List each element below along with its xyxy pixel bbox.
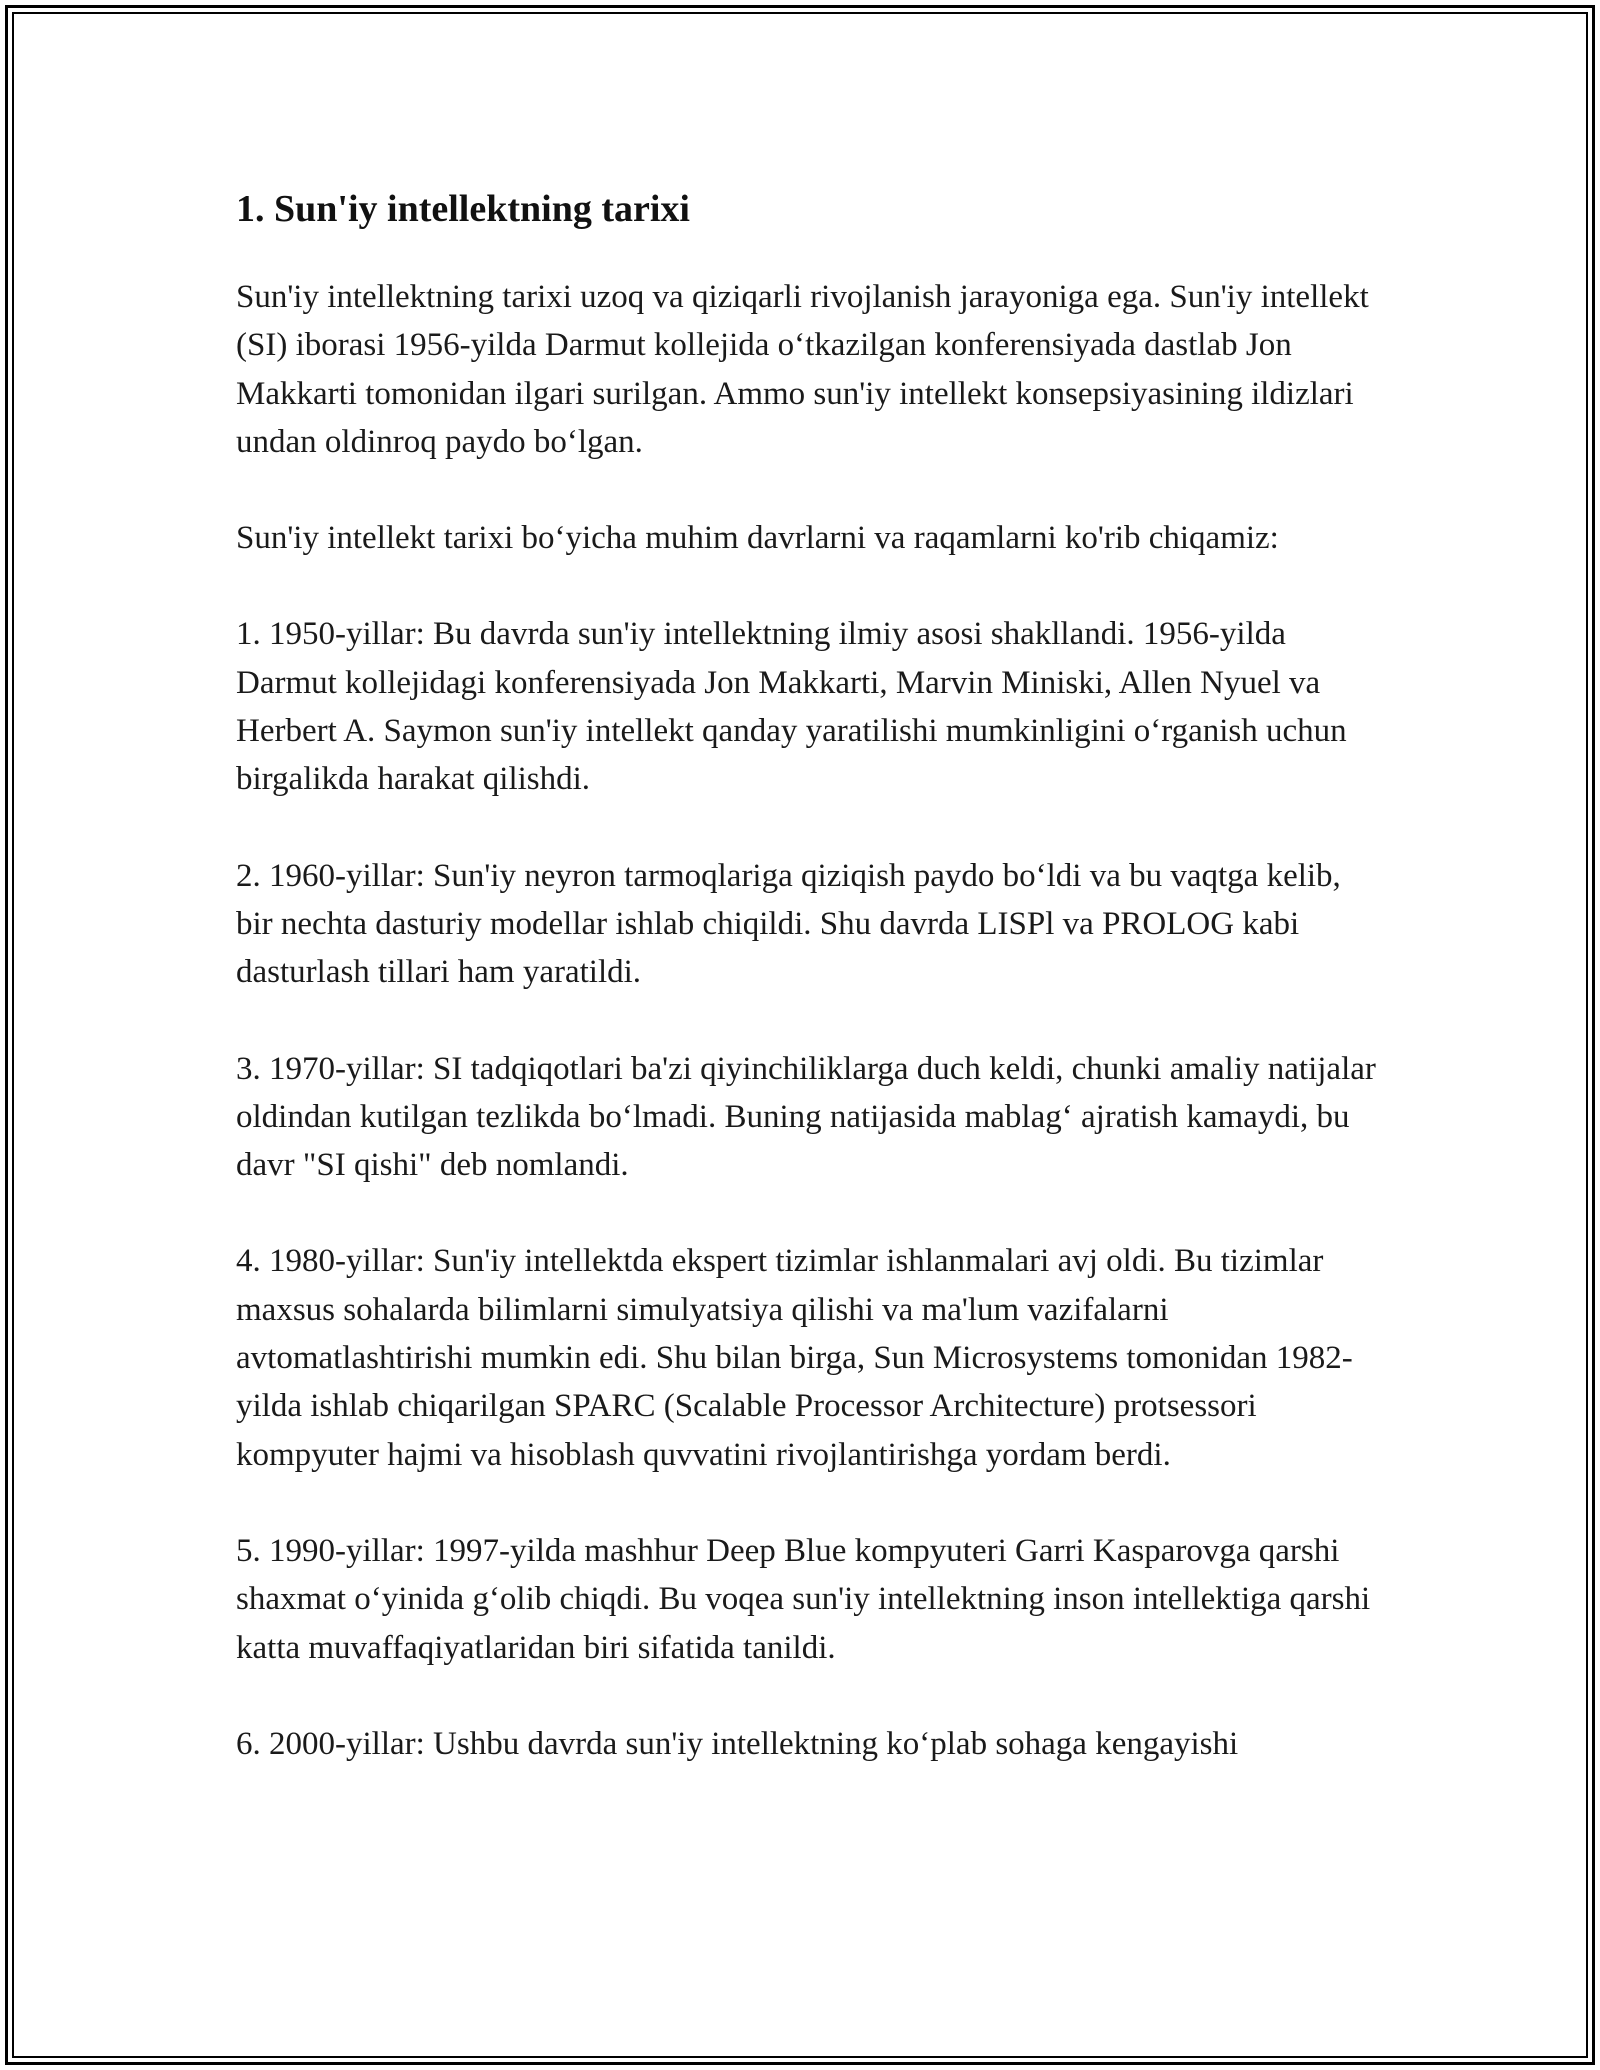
- intro-paragraph: Sun'iy intellektning tarixi uzoq va qiziqarli rivojlanish jarayoniga ega. Sun'iy intellekt (SI) iborasi 1956-yilda Darmut kollejida o‘tkazilgan konferensiyada dastlab Jon Makkarti tomonidan ilgari surilgan. Ammo sun'iy intellekt konsepsiyasining ildizlari undan oldinroq paydo bo‘lgan.: [236, 279, 1369, 460]
- era-1960s-paragraph: 2. 1960-yillar: Sun'iy neyron tarmoqlariga qiziqish paydo bo‘ldi va bu vaqtga kelib, bir nechta dasturiy modellar ishlab chiqildi. Shu davrda LISPl va PROLOG kabi dasturlash tillari ham yaratildi.: [236, 857, 1341, 991]
- era-1950s-paragraph: 1. 1950-yillar: Bu davrda sun'iy intellektning ilmiy asosi shakllandi. 1956-yilda Darmut kollejidagi konferensiyada Jon Makkarti, Marvin Miniski, Allen Nyuel va Herbert A. Saymon sun'iy intellekt qanday yaratilishi mumkinligini o‘rganish uchun birgalikda harakat qilishdi.: [236, 616, 1347, 798]
- era-1980s-paragraph: 4. 1980-yillar: Sun'iy intellektda ekspert tizimlar ishlanmalari avj oldi. Bu tizimlar maxsus sohalarda bilimlarni simulyatsiya qilishi va ma'lum vazifalarni avtomatlashtirishi mumkin edi. Shu bilan birga, Sun Microsystems tomonidan 1982-yilda ishlab chiqarilgan SPARC (Scalable Processor Architecture) protsessori kompyuter hajmi va hisoblash quvvatini rivojlantirishga yordam berdi.: [236, 1243, 1353, 1473]
- overview-paragraph: Sun'iy intellekt tarixi bo‘yicha muhim davrlarni va raqamlarni ko'rib chiqamiz:: [236, 520, 1279, 557]
- era-1970s-paragraph: 3. 1970-yillar: SI tadqiqotlari ba'zi qiyinchiliklarga duch keldi, chunki amaliy natijalar oldindan kutilgan tezlikda bo‘lmadi. Buning natijasida mablag‘ ajratish kamaydi, bu davr "SI qishi" deb nomlandi.: [236, 1050, 1376, 1184]
- era-1990s-paragraph: 5. 1990-yillar: 1997-yilda mashhur Deep Blue kompyuteri Garri Kasparovga qarshi shaxmat o‘yinida g‘olib chiqdi. Bu voqea sun'iy intellektning inson intellektiga qarshi katta muvaffaqiyatlaridan biri sifatida tanildi.: [236, 1532, 1371, 1666]
- document-body: [236, 185, 1376, 1816]
- page-title: 1. Sun'iy intellektning tarixi: [236, 188, 690, 230]
- era-2000s-paragraph: 6. 2000-yillar: Ushbu davrda sun'iy intellektning ko‘plab sohaga kengayishi: [236, 1725, 1239, 1762]
